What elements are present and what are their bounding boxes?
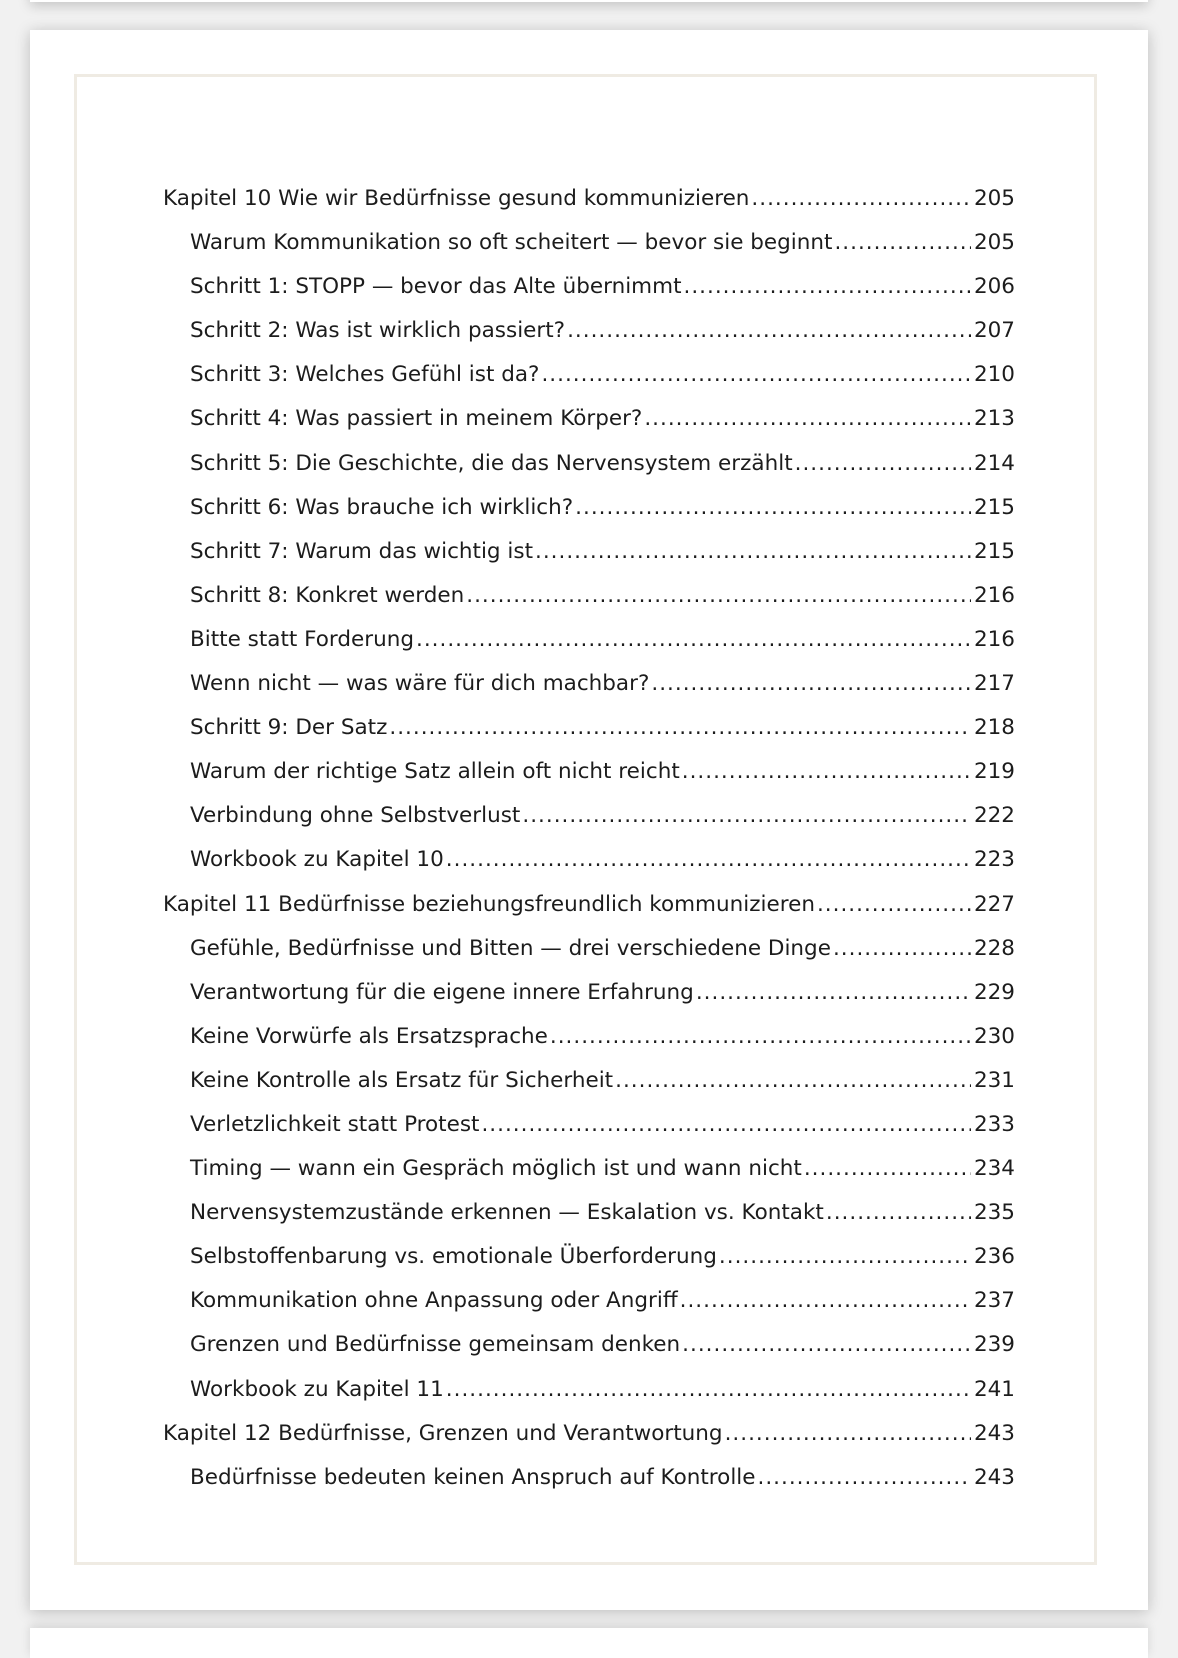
toc-dot-leader: [758, 1465, 971, 1490]
toc-entry-title: Kapitel 12 Bedürfnisse, Grenzen und Verantwortung: [163, 1420, 723, 1446]
toc-entry-page-number: 207: [973, 318, 1015, 344]
toc-entry-page-number: 215: [973, 494, 1015, 520]
toc-entry-title: Grenzen und Bedürfnisse gemeinsam denken: [190, 1332, 681, 1358]
toc-dot-leader: [446, 1377, 971, 1402]
previous-page-edge: [30, 0, 1148, 2]
toc-dot-leader: [535, 539, 971, 564]
toc-entry-page-number: 228: [973, 935, 1015, 961]
toc-entry-title: Schritt 7: Warum das wichtig ist: [190, 538, 534, 564]
toc-section-entry: [163, 583, 1015, 627]
toc-dot-leader: [481, 1112, 970, 1137]
toc-section-entry: [163, 980, 1015, 1024]
toc-dot-leader: [684, 274, 971, 299]
toc-section-entry: [163, 1465, 1015, 1509]
toc-entry-title: Schritt 1: STOPP — bevor das Alte übernimmt: [190, 274, 682, 300]
toc-chapter-entry: [163, 186, 1015, 230]
toc-dot-leader: [696, 980, 971, 1005]
toc-entry-page-number: 229: [973, 979, 1015, 1005]
toc-entry-page-number: 237: [973, 1288, 1015, 1314]
toc-dot-leader: [682, 759, 971, 784]
toc-entry-page-number: 241: [973, 1376, 1015, 1402]
toc-section-entry: [163, 539, 1015, 583]
toc-dot-leader: [389, 715, 971, 740]
toc-entry-title: Workbook zu Kapitel 11: [190, 1376, 444, 1402]
toc-entry-title: Keine Kontrolle als Ersatz für Sicherheit: [190, 1067, 614, 1093]
toc-dot-leader: [644, 406, 971, 431]
toc-section-entry: [163, 936, 1015, 980]
toc-section-entry: [163, 1332, 1015, 1376]
toc-dot-leader: [550, 1024, 971, 1049]
toc-section-entry: [163, 1377, 1015, 1421]
toc-entry-title: Warum Kommunikation so oft scheitert — bevor sie beginnt: [190, 230, 833, 256]
toc-entry-page-number: 233: [973, 1111, 1015, 1137]
toc-section-entry: [163, 627, 1015, 671]
toc-entry-title: Verletzlichkeit statt Protest: [190, 1111, 480, 1137]
toc-entry-title: Schritt 2: Was ist wirklich passiert?: [190, 318, 566, 344]
toc-entry-title: Kommunikation ohne Anpassung oder Angriff: [190, 1288, 678, 1314]
toc-entry-page-number: 213: [973, 406, 1015, 432]
toc-dot-leader: [615, 1068, 971, 1093]
toc-entry-page-number: 214: [973, 450, 1015, 476]
toc-chapter-entry: [163, 1421, 1015, 1465]
toc-dot-leader: [567, 318, 971, 343]
toc-entry-title: Warum der richtige Satz allein oft nicht reicht: [190, 759, 680, 785]
toc-entry-page-number: 243: [973, 1464, 1015, 1490]
toc-entry-page-number: 210: [973, 362, 1015, 388]
toc-dot-leader: [466, 583, 971, 608]
toc-dot-leader: [541, 362, 970, 387]
toc-section-entry: [163, 495, 1015, 539]
toc-entry-title: Timing — wann ein Gespräch möglich ist und wann nicht: [190, 1156, 802, 1182]
toc-entry-page-number: 215: [973, 538, 1015, 564]
toc-dot-leader: [682, 1332, 971, 1357]
toc-entry-title: Schritt 4: Was passiert in meinem Körper?: [190, 406, 643, 432]
toc-entry-page-number: 222: [973, 803, 1015, 829]
toc-entry-page-number: 216: [973, 626, 1015, 652]
toc-entry-page-number: 205: [973, 230, 1015, 256]
toc-entry-title: Schritt 9: Der Satz: [190, 715, 388, 741]
table-of-contents: [163, 186, 1015, 1509]
toc-entry-page-number: 223: [973, 847, 1015, 873]
toc-entry-page-number: 235: [973, 1200, 1015, 1226]
toc-section-entry: [163, 274, 1015, 318]
toc-entry-page-number: 227: [973, 891, 1015, 917]
toc-section-entry: [163, 1024, 1015, 1068]
toc-entry-title: Schritt 3: Welches Gefühl ist da?: [190, 362, 540, 388]
toc-entry-page-number: 231: [973, 1067, 1015, 1093]
toc-section-entry: [163, 671, 1015, 715]
toc-entry-page-number: 243: [973, 1420, 1015, 1446]
toc-dot-leader: [834, 230, 971, 255]
toc-dot-leader: [833, 936, 971, 961]
toc-section-entry: [163, 803, 1015, 847]
toc-entry-title: Gefühle, Bedürfnisse und Bitten — drei verschiedene Dinge: [190, 935, 831, 961]
toc-section-entry: [163, 1156, 1015, 1200]
toc-section-entry: [163, 1288, 1015, 1332]
toc-section-entry: [163, 1068, 1015, 1112]
toc-section-entry: [163, 406, 1015, 450]
toc-entry-title: Selbstoffenbarung vs. emotionale Überforderung: [190, 1244, 717, 1270]
toc-entry-page-number: 206: [973, 274, 1015, 300]
toc-dot-leader: [446, 847, 971, 872]
toc-dot-leader: [651, 671, 971, 696]
toc-entry-page-number: 217: [973, 671, 1015, 697]
toc-section-entry: [163, 715, 1015, 759]
toc-entry-page-number: 205: [973, 186, 1015, 211]
toc-entry-page-number: 219: [973, 759, 1015, 785]
toc-section-entry: [163, 451, 1015, 495]
toc-chapter-entry: [163, 892, 1015, 936]
toc-section-entry: [163, 318, 1015, 362]
toc-section-entry: [163, 1200, 1015, 1244]
toc-dot-leader: [522, 803, 971, 828]
toc-dot-leader: [804, 1156, 971, 1181]
toc-entry-page-number: 236: [973, 1244, 1015, 1270]
toc-section-entry: [163, 1244, 1015, 1288]
toc-dot-leader: [416, 627, 971, 652]
toc-section-entry: [163, 1112, 1015, 1156]
toc-entry-title: Verbindung ohne Selbstverlust: [190, 803, 521, 829]
toc-entry-title: Schritt 8: Konkret werden: [190, 582, 465, 608]
toc-dot-leader: [826, 1200, 971, 1225]
toc-entry-title: Workbook zu Kapitel 10: [190, 847, 444, 873]
toc-entry-title: Kapitel 11 Bedürfnisse beziehungsfreundlich kommunizieren: [163, 891, 815, 917]
toc-section-entry: [163, 847, 1015, 891]
toc-entry-title: Bedürfnisse bedeuten keinen Anspruch auf Kontrolle: [190, 1464, 756, 1490]
toc-entry-title: Wenn nicht — was wäre für dich machbar?: [190, 671, 650, 697]
toc-dot-leader: [751, 186, 971, 211]
toc-entry-page-number: 234: [973, 1156, 1015, 1182]
toc-dot-leader: [575, 495, 971, 520]
toc-entry-title: Nervensystemzustände erkennen — Eskalation vs. Kontakt: [190, 1200, 824, 1226]
toc-entry-title: Verantwortung für die eigene innere Erfahrung: [190, 979, 694, 1005]
toc-entry-title: Kapitel 10 Wie wir Bedürfnisse gesund kommunizieren: [163, 186, 750, 211]
document-page: [30, 30, 1148, 1610]
toc-dot-leader: [725, 1421, 971, 1446]
toc-entry-page-number: 218: [973, 715, 1015, 741]
toc-dot-leader: [680, 1288, 971, 1313]
toc-dot-leader: [795, 451, 971, 476]
toc-entry-title: Schritt 6: Was brauche ich wirklich?: [190, 494, 574, 520]
toc-dot-leader: [817, 892, 971, 917]
toc-entry-page-number: 216: [973, 582, 1015, 608]
toc-entry-title: Keine Vorwürfe als Ersatzsprache: [190, 1023, 548, 1049]
toc-entry-page-number: 239: [973, 1332, 1015, 1358]
toc-entry-page-number: 230: [973, 1023, 1015, 1049]
toc-section-entry: [163, 759, 1015, 803]
toc-entry-title: Schritt 5: Die Geschichte, die das Nervensystem erzählt: [190, 450, 793, 476]
toc-section-entry: [163, 230, 1015, 274]
toc-dot-leader: [719, 1244, 971, 1269]
toc-entry-title: Bitte statt Forderung: [190, 626, 414, 652]
next-page-edge: [30, 1628, 1148, 1658]
toc-section-entry: [163, 362, 1015, 406]
